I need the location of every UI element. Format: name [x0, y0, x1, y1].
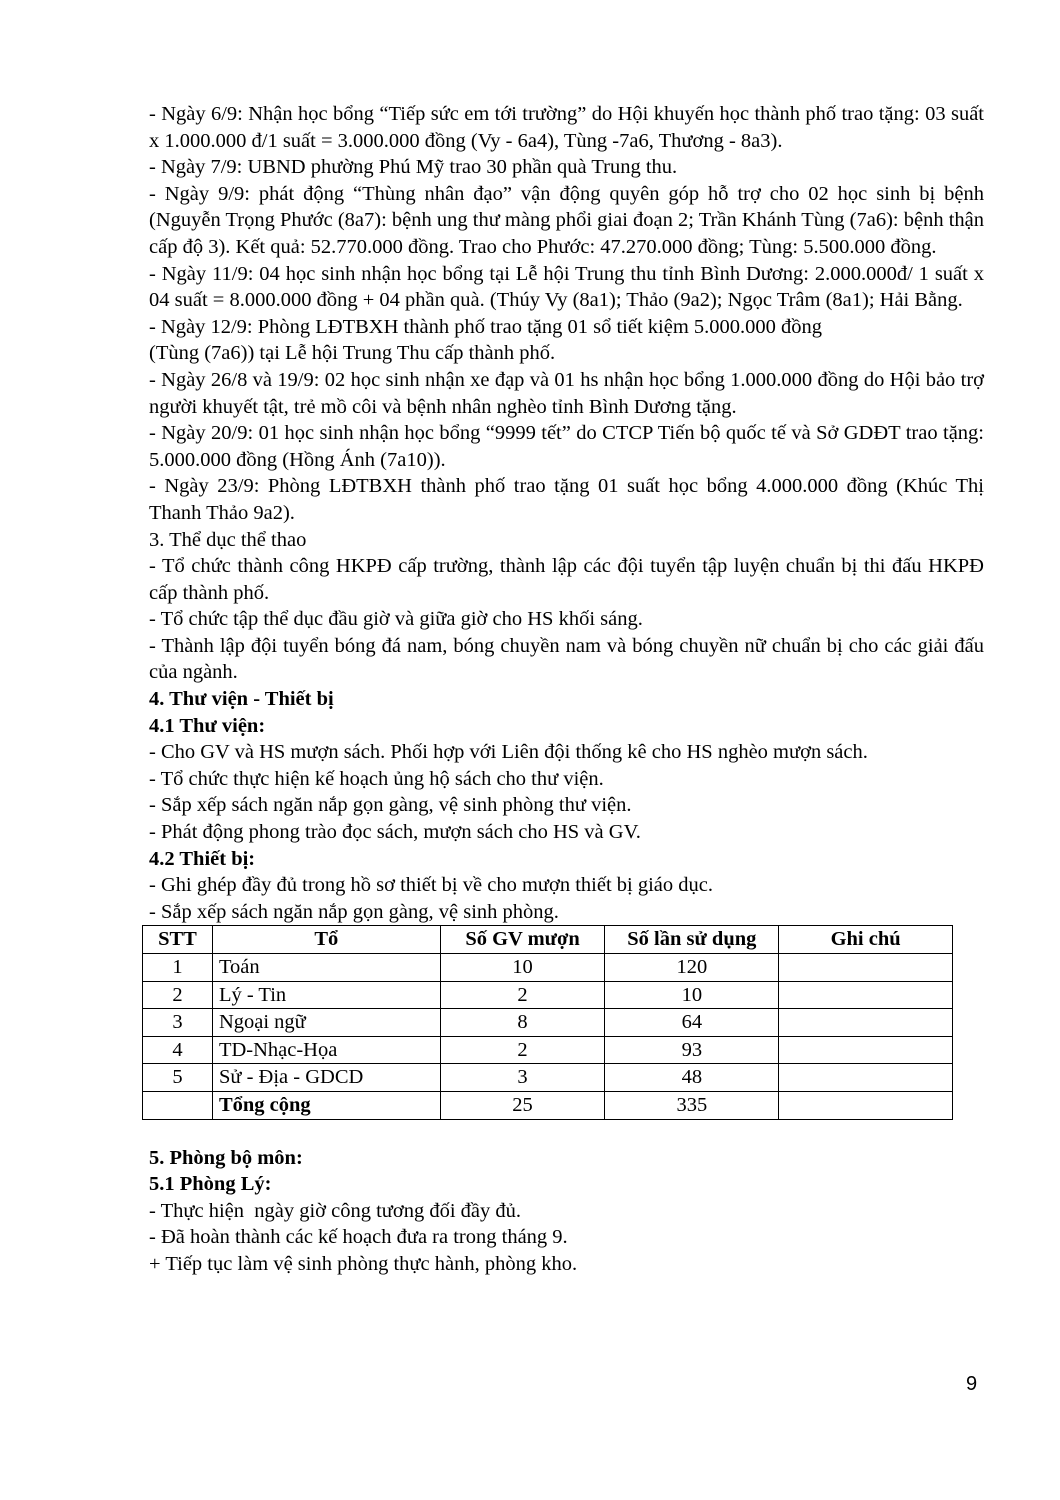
equipment-usage-table — [142, 925, 953, 1119]
list-item: - Thực hiện ngày giờ công tương đối đầy đủ. — [149, 1199, 522, 1222]
paragraph: - Ngày 6/9: Nhận học bổng “Tiếp sức em tới trường” do Hội khuyến học thành phố trao tặng: 03 suất x 1.000.000 đ/1 suất = 3.000.000 đồng (Vy - 6a4), Tùng -7a6, Thương - 8a3). — [149, 103, 984, 152]
table-cell: 4 — [143, 1036, 213, 1064]
table-cell: 335 — [605, 1091, 779, 1119]
table-cell: 2 — [440, 1036, 605, 1064]
table-header: STT — [143, 926, 213, 954]
table-cell — [779, 1009, 953, 1037]
table-cell — [779, 1036, 953, 1064]
table-total-label: Tổng cộng — [212, 1091, 440, 1119]
section-heading: 4. Thư viện - Thiết bị — [149, 688, 334, 711]
table-cell: 48 — [605, 1064, 779, 1092]
paragraph: (Tùng (7a6)) tại Lễ hội Trung Thu cấp thành phố. — [149, 342, 556, 365]
table-row — [143, 981, 953, 1009]
table-total-row — [143, 1091, 953, 1119]
list-item: - Phát động phong trào đọc sách, mượn sách cho HS và GV. — [149, 821, 641, 844]
paragraph: - Ngày 12/9: Phòng LĐTBXH thành phố trao tặng 01 sổ tiết kiệm 5.000.000 đồng — [149, 315, 823, 338]
table-cell: 93 — [605, 1036, 779, 1064]
table-cell: Sử - Địa - GDCD — [212, 1064, 440, 1092]
table-cell: 25 — [440, 1091, 605, 1119]
table-header: Số lần sử dụng — [605, 926, 779, 954]
table-cell: TD-Nhạc-Họa — [212, 1036, 440, 1064]
table-cell: 64 — [605, 1009, 779, 1037]
list-item: - Sắp xếp sách ngăn nắp gọn gàng, vệ sinh phòng. — [149, 900, 559, 923]
subsection-heading: 5.1 Phòng Lý: — [149, 1173, 272, 1196]
subsection-heading: 4.2 Thiết bị: — [149, 847, 256, 870]
paragraph: - Ngày 9/9: phát động “Thùng nhân đạo” vận động quyên góp hỗ trợ cho 02 học sinh bị bệnh (Nguyễn Trọng Phước (8a7): bệnh ung thư màng phổi giai đoạn 2; Trần Khánh Tùng (7a6): bệnh thận cấp độ 3). Kết quả: 52.770.000 đồng. Trao cho Phước: 47.270.000 đồng; Tùng: 5.500.000 đồng. — [149, 182, 984, 258]
page-number: 9 — [966, 1373, 978, 1395]
table-cell: 8 — [440, 1009, 605, 1037]
list-item: + Tiếp tục làm vệ sinh phòng thực hành, phòng kho. — [149, 1252, 578, 1275]
paragraph: - Ngày 11/9: 04 học sinh nhận học bổng tại Lễ hội Trung thu tỉnh Bình Dương: 2.000.000đ/ 1 suất x 04 suất = 8.000.000 đồng + 04 phần quà. (Thúy Vy (8a1); Thảo (9a2); Ngọc Trâm (8a1); Hải Bằng. — [149, 262, 984, 312]
table-cell: Toán — [212, 954, 440, 982]
table-header: Số GV mượn — [440, 926, 605, 954]
table-row — [143, 1036, 953, 1064]
table-cell: 2 — [440, 981, 605, 1009]
paragraph: - Ngày 23/9: Phòng LĐTBXH thành phố trao tặng 01 suất học bổng 4.000.000 đồng (Khúc Thị Thanh Thảo 9a2). — [149, 475, 984, 524]
table-cell: Lý - Tin — [212, 981, 440, 1009]
table-cell — [779, 1091, 953, 1119]
list-item: - Cho GV và HS mượn sách. Phối hợp với Liên đội thống kê cho HS nghèo mượn sách. — [149, 741, 868, 764]
table-cell: Ngoại ngữ — [212, 1009, 440, 1037]
list-item: - Sắp xếp sách ngăn nắp gọn gàng, vệ sinh phòng thư viện. — [149, 794, 632, 817]
list-item: - Thành lập đội tuyển bóng đá nam, bóng chuyền nam và bóng chuyền nữ chuẩn bị cho các giải đấu của ngành. — [149, 634, 984, 684]
subsection-heading: 4.1 Thư viện: — [149, 714, 266, 737]
list-item: - Tổ chức tập thể dục đầu giờ và giữa giờ cho HS khối sáng. — [149, 608, 643, 631]
table-cell: 3 — [143, 1009, 213, 1037]
paragraph: - Ngày 26/8 và 19/9: 02 học sinh nhận xe đạp và 01 hs nhận học bổng 1.000.000 đồng do Hội bảo trợ người khuyết tật, trẻ mồ côi và bệnh nhân nghèo tỉnh Bình Dương tặng. — [149, 368, 984, 418]
page-content — [149, 101, 984, 1278]
table-cell: 2 — [143, 981, 213, 1009]
table-cell: 10 — [440, 954, 605, 982]
paragraph: - Ngày 20/9: 01 học sinh nhận học bổng “9999 tết” do CTCP Tiến bộ quốc tế và Sở GDĐT trao tặng: 5.000.000 đồng (Hồng Ánh (7a10)). — [149, 422, 984, 471]
table-cell — [779, 981, 953, 1009]
list-item: - Đã hoàn thành các kế hoạch đưa ra trong tháng 9. — [149, 1226, 568, 1249]
table-cell: 1 — [143, 954, 213, 982]
table-cell — [779, 1064, 953, 1092]
list-item: - Tổ chức thành công HKPĐ cấp trường, thành lập các đội tuyển tập luyện chuẩn bị thi đấu HKPĐ cấp thành phố. — [149, 555, 984, 604]
table-cell: 3 — [440, 1064, 605, 1092]
table-cell — [779, 954, 953, 982]
list-item: - Tổ chức thực hiện kế hoạch ủng hộ sách cho thư viện. — [149, 767, 604, 790]
table-cell: 10 — [605, 981, 779, 1009]
table-header: Tổ — [212, 926, 440, 954]
table-row — [143, 1009, 953, 1037]
table-cell — [143, 1091, 213, 1119]
section-heading: 3. Thể dục thể thao — [149, 528, 307, 551]
table-cell: 5 — [143, 1064, 213, 1092]
table-cell: 120 — [605, 954, 779, 982]
list-item: - Ghi ghép đầy đủ trong hồ sơ thiết bị về cho mượn thiết bị giáo dục. — [149, 874, 713, 897]
table-header: Ghi chú — [779, 926, 953, 954]
table-row — [143, 1064, 953, 1092]
paragraph: - Ngày 7/9: UBND phường Phú Mỹ trao 30 phần quà Trung thu. — [149, 156, 678, 179]
table-header-row — [143, 926, 953, 954]
table-row — [143, 954, 953, 982]
spacer — [149, 1120, 984, 1145]
section-heading: 5. Phòng bộ môn: — [149, 1146, 303, 1169]
